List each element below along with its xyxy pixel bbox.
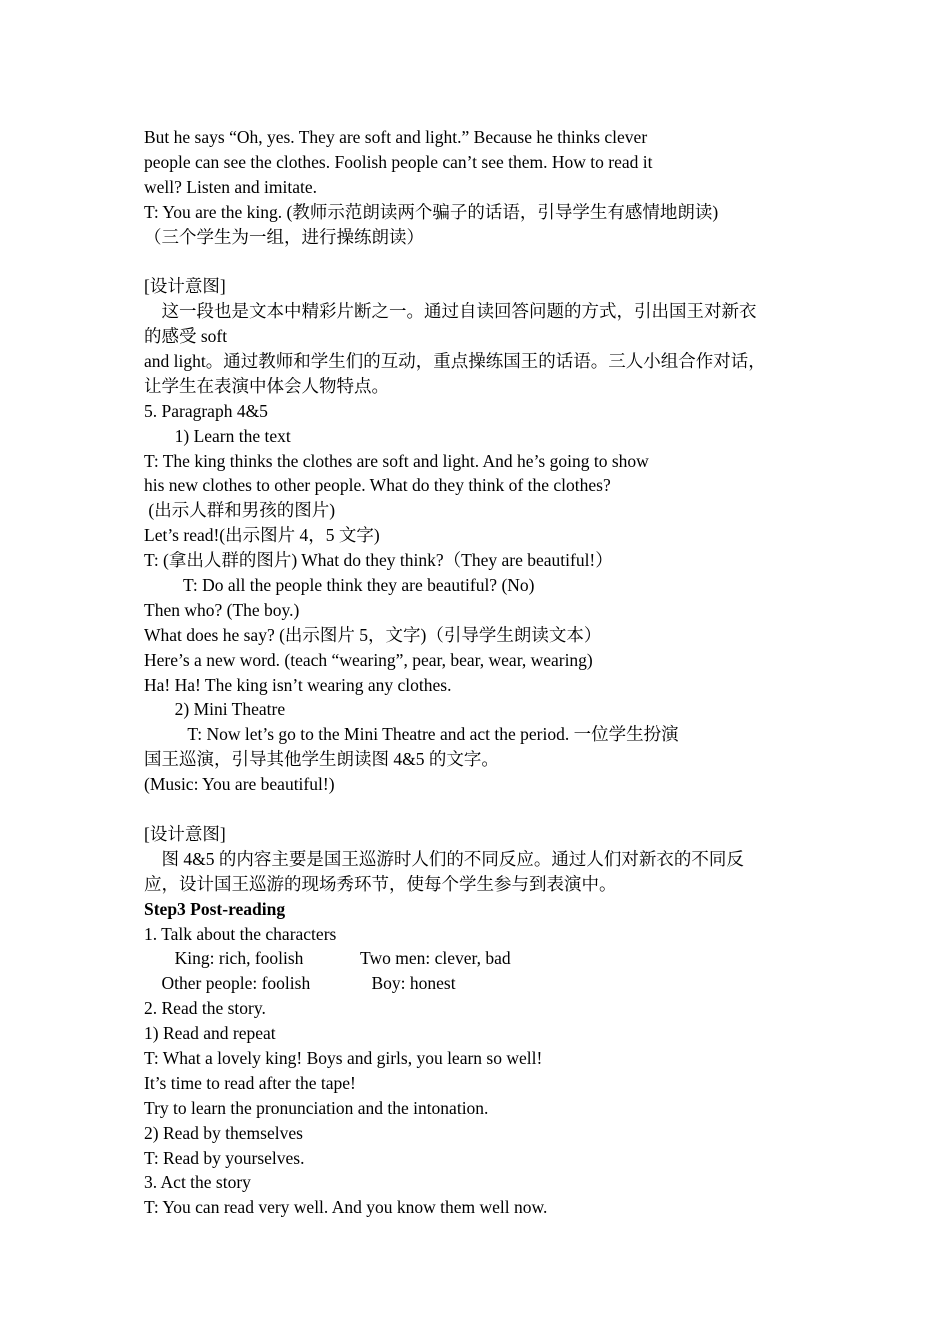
text-line: Try to learn the pronunciation and the intonation.: [144, 1097, 489, 1118]
text-line: T: Do all the people think they are beautiful? (No): [144, 575, 535, 596]
text-line: （三个学生为一组，进行操练朗读）: [144, 226, 424, 247]
text-line: Let’s read!(出示图片 4，5 文字): [144, 525, 380, 546]
text-line: 2) Mini Theatre: [144, 699, 286, 720]
blank-line: [144, 249, 814, 274]
text-line: 2. Read the story.: [144, 998, 266, 1019]
section-heading-design-intent: [设计意图]: [144, 276, 226, 297]
document-body: [144, 125, 814, 1220]
text-line: 1) Learn the text: [144, 425, 291, 446]
text-line: 的感受 soft: [144, 326, 228, 347]
text-line: 让学生在表演中体会人物特点。: [144, 375, 389, 396]
blank-line: [144, 797, 814, 822]
text-line: It’s time to read after the tape!: [144, 1072, 356, 1093]
text-line: King: rich, foolish Two men: clever, bad: [144, 948, 511, 969]
text-line: 1. Talk about the characters: [144, 923, 337, 944]
text-line: T: You can read very well. And you know them well now.: [144, 1197, 548, 1218]
text-line: T: You are the king. (教师示范朗读两个骗子的话语，引导学生有感情地朗读): [144, 201, 719, 222]
text-line: (Music: You are beautiful!): [144, 774, 335, 795]
text-line: 国王巡演，引导其他学生朗读图 4&5 的文字。: [144, 749, 499, 770]
text-line: T: What a lovely king! Boys and girls, you learn so well!: [144, 1047, 543, 1068]
text-line: What does he say? (出示图片 5，文字)（引导学生朗读文本）: [144, 624, 602, 645]
text-line: and light。通过教师和学生们的互动，重点操练国王的话语。三人小组合作对话，: [144, 351, 766, 372]
text-line: 这一段也是文本中精彩片断之一。通过自读回答问题的方式，引出国王对新衣: [144, 301, 757, 322]
text-line: 2) Read by themselves: [144, 1122, 303, 1143]
section-heading-paragraph: 5. Paragraph 4&5: [144, 400, 268, 421]
text-line: But he says “Oh, yes. They are soft and light.” Because he thinks clever: [144, 127, 648, 147]
text-line: his new clothes to other people. What do they think of the clothes?: [144, 475, 611, 496]
text-line: 应，设计国王巡游的现场秀环节，使每个学生参与到表演中。: [144, 873, 617, 894]
text-line: Other people: foolish Boy: honest: [144, 973, 456, 994]
text-line: 1) Read and repeat: [144, 1023, 276, 1044]
text-line: 3. Act the story: [144, 1172, 251, 1193]
text-line: well? Listen and imitate.: [144, 176, 318, 197]
text-line: T: Now let’s go to the Mini Theatre and act the period. 一位学生扮演: [144, 724, 679, 745]
text-line: T: Read by yourselves.: [144, 1147, 305, 1168]
text-line: T: (拿出人群的图片) What do they think?（They are beautiful!）: [144, 550, 613, 571]
text-line: 图 4&5 的内容主要是国王巡游时人们的不同反应。通过人们对新衣的不同反: [144, 848, 744, 869]
text-line: Then who? (The boy.): [144, 599, 300, 620]
step-heading: Step3 Post-reading: [144, 898, 286, 919]
text-line: (出示人群和男孩的图片): [144, 500, 336, 521]
text-line: Ha! Ha! The king isn’t wearing any clothes.: [144, 674, 452, 695]
section-heading-design-intent: [设计意图]: [144, 823, 226, 844]
text-line: people can see the clothes. Foolish people can’t see them. How to read it: [144, 151, 653, 172]
text-line: T: The king thinks the clothes are soft and light. And he’s going to show: [144, 450, 649, 471]
text-line: Here’s a new word. (teach “wearing”, pear, bear, wear, wearing): [144, 649, 593, 670]
